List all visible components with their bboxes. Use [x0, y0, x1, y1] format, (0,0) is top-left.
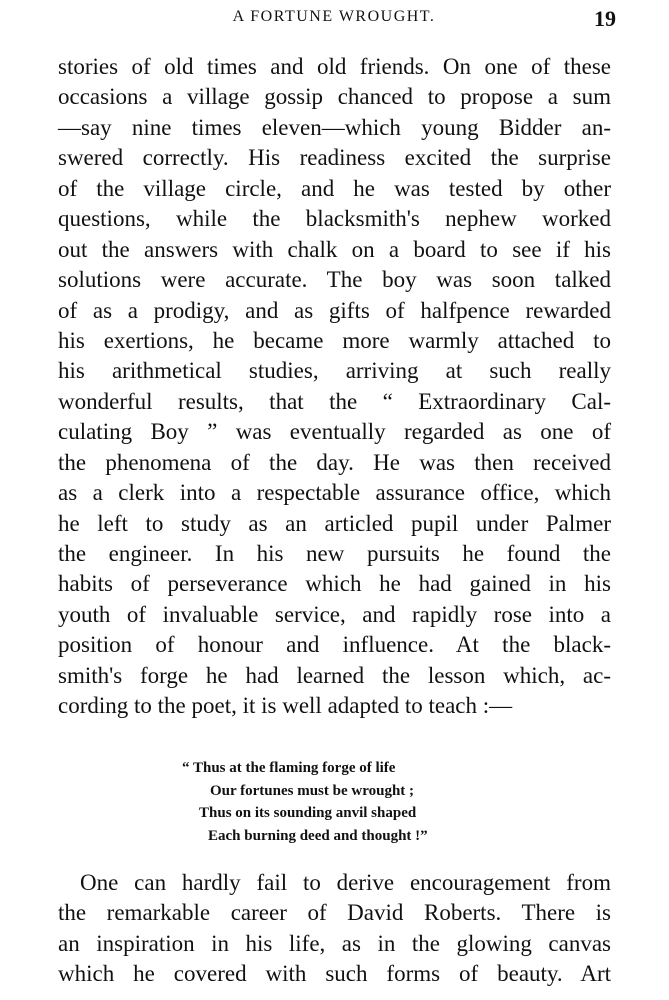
text-line: cording to the poet, it is well adapted to teach :— — [58, 693, 513, 719]
text-line: an inspiration in his life, as in the glowing canvas — [58, 930, 611, 956]
text-line: the phenomena of the day. He was then received — [58, 449, 611, 475]
text-line: youth of invaluable service, and rapidly rose into a — [58, 601, 611, 627]
text-line: of as a prodigy, and as gifts of halfpence rewarded — [58, 297, 611, 323]
text-line: out the answers with chalk on a board to see if his — [58, 236, 611, 262]
text-line: the engineer. In his new pursuits he found the — [58, 541, 611, 566]
text-line: his arithmetical studies, arriving at such really — [58, 358, 611, 384]
text-line: One can hardly fail to derive encouragement from — [80, 870, 611, 895]
verse-quotation — [182, 757, 522, 847]
running-head — [58, 6, 616, 34]
text-line: swered correctly. His readiness excited the surprise — [58, 145, 611, 171]
verse-line: Our fortunes must be wrought ; — [210, 782, 415, 799]
verse-line: “ Thus at the flaming forge of life — [182, 760, 396, 776]
verse-line: Thus on its sounding anvil shaped — [199, 805, 417, 821]
text-line: stories of old times and old friends. On one of these — [58, 54, 611, 79]
text-line: —say nine times eleven—which young Bidder an- — [58, 114, 611, 140]
text-line: occasions a village gossip chanced to propose a sum — [58, 84, 611, 110]
text-line: his exertions, he became more warmly attached to — [58, 327, 611, 353]
text-line: he left to study as an articled pupil under Palmer — [58, 510, 611, 536]
text-line: as a clerk into a respectable assurance office, which — [58, 480, 611, 506]
text-line: wonderful results, that the “ Extraordinary Cal- — [58, 388, 611, 414]
text-line: culating Boy ” was eventually regarded as one of — [58, 419, 611, 445]
text-line: solutions were accurate. The boy was soon talked — [58, 267, 611, 293]
paragraph-roberts — [58, 868, 611, 990]
text-line: habits of perseverance which he had gained in his — [58, 571, 611, 597]
text-line: questions, while the blacksmith's nephew worked — [58, 206, 611, 232]
paragraph-bidder — [58, 52, 611, 722]
text-line: position of honour and influence. At the black- — [58, 632, 611, 658]
verse-line: Each burning deed and thought !” — [208, 827, 428, 844]
text-line: the remarkable career of David Roberts. There is — [58, 900, 611, 926]
text-line: smith's forge he had learned the lesson which, ac- — [58, 662, 611, 688]
running-title: A FORTUNE WROUGHT. — [232, 8, 436, 25]
text-line: which he covered with such forms of beauty. Art — [58, 961, 611, 987]
page-number: 19 — [594, 6, 616, 31]
text-line: of the village circle, and he was tested by other — [58, 175, 611, 201]
